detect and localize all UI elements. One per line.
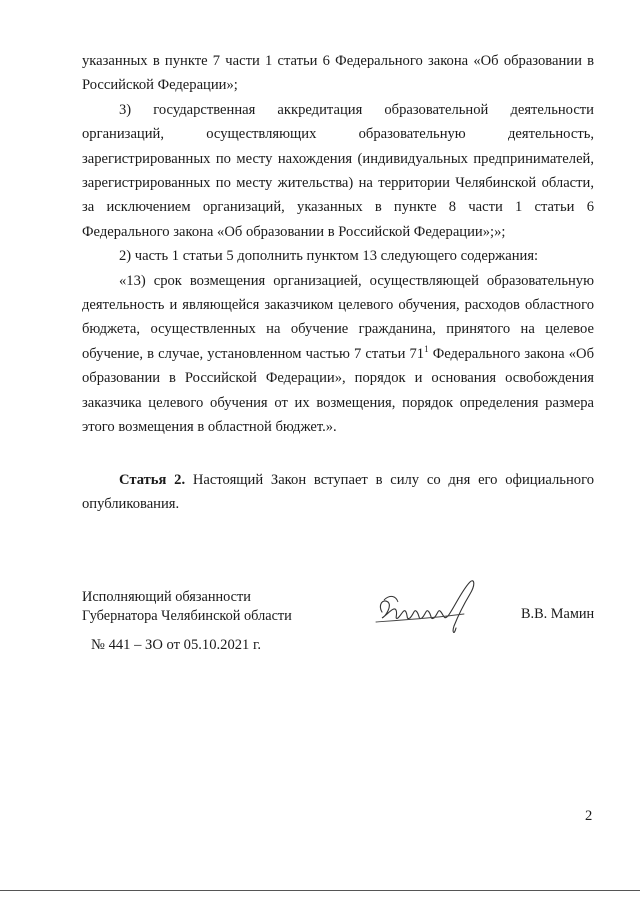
spacer bbox=[82, 440, 594, 468]
signatory-title-line1: Исполняющий обязанности bbox=[82, 589, 251, 605]
paragraph-item-3: 3) государственная аккредитация образовательной деятельности организаций, осуществляющих образовательную деятельность, зарегистрированных по месту нахождения (индивидуальных предпринимателей, зарегистрированных по месту жительства) на территории Челябинской области, за исключением организаций, указанных в пункте 8 части 1 статьи 6 Федерального закона «Об образовании в Российской Федерации»;»; bbox=[82, 101, 594, 240]
paragraph-continuation: указанных в пункте 7 части 1 статьи 6 Федерального закона «Об образовании в Российской Федерации»; bbox=[82, 53, 594, 94]
handwritten-signature bbox=[374, 576, 484, 640]
signatory-title bbox=[82, 588, 292, 626]
document-body bbox=[82, 49, 594, 516]
item-13-text-start: «13) срок возмещения организацией, осуществляющей образовательную деятельность и являющейся заказчиком целевого обучения, расходов областного бюджета, осуществленных на обучение гражданина, принятого на целевое обучение, в случае, установленном частью 7 статьи 71 bbox=[82, 272, 594, 362]
page-number: 2 bbox=[585, 808, 593, 824]
paragraph-amendment-2: 2) часть 1 статьи 5 дополнить пунктом 13 следующего содержания: bbox=[119, 248, 539, 265]
article-2-text: Настоящий Закон вступает в силу со дня его официального опубликования. bbox=[82, 471, 594, 512]
page-bottom-line bbox=[0, 890, 640, 891]
item-13-text-end: Федерального закона «Об образовании в Российской Федерации», порядок и основания освобождения заказчика целевого обучения от их возмещения, порядок определения размера этого возмещения в областной бюджет.». bbox=[82, 345, 594, 436]
document-number: № 441 – ЗО от 05.10.2021 г. bbox=[91, 637, 261, 653]
article-2-label: Статья 2. bbox=[119, 471, 186, 488]
paragraph-item-13 bbox=[82, 269, 594, 440]
article-2 bbox=[82, 468, 594, 517]
superscript: 1 bbox=[424, 344, 429, 355]
signatory-title-line2: Губернатора Челябинской области bbox=[82, 608, 292, 624]
signatory-name: В.В. Мамин bbox=[521, 606, 595, 622]
